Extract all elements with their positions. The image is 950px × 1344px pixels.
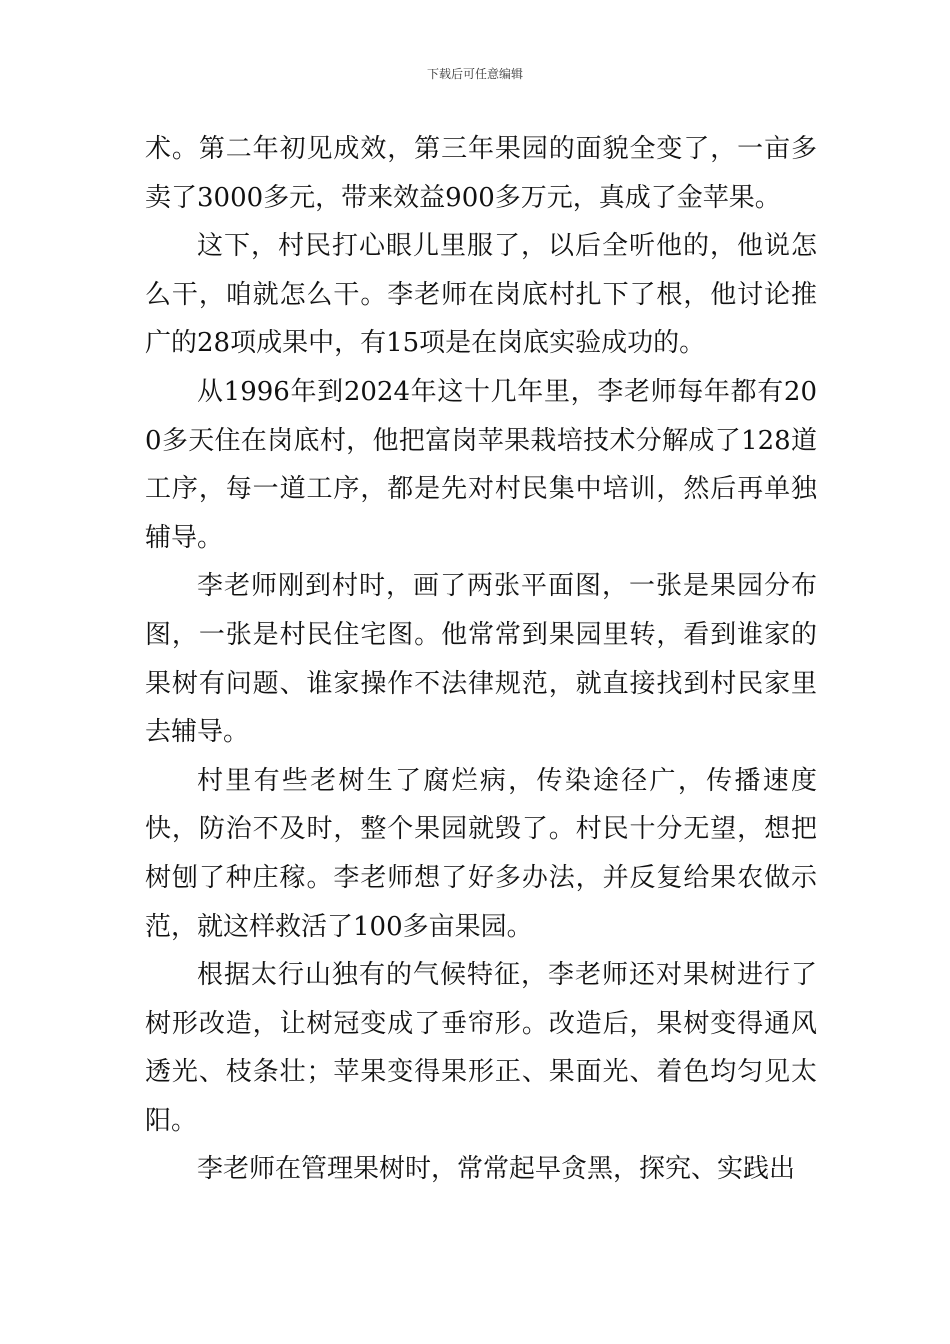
paragraph: 根据太行山独有的气候特征，李老师还对果树进行了树形改造，让树冠变成了垂帘形。改造后，果树变得通风透光、枝条壮；苹果变得果形正、果面光、着色均匀见太阳。 (145, 960, 817, 1136)
header-note: 下载后可任意编辑 (426, 67, 523, 81)
paragraph-continued: 术。第二年初见成效，第三年果园的面貌全变了，一亩多卖了3000多元，带来效益900多万元，真成了金苹果。 (145, 134, 817, 213)
paragraph: 李老师在管理果树时，常常起早贪黑，探究、实践出 (197, 1154, 796, 1185)
paragraph: 从1996年到2024年这十几年里，李老师每年都有200多天住在岗底村，他把富岗苹果栽培技术分解成了128道工序，每一道工序，都是先对村民集中培训，然后再单独辅导。 (145, 376, 817, 553)
article-body (145, 125, 817, 1194)
paragraph: 李老师刚到村时，画了两张平面图，一张是果园分布图，一张是村民住宅图。他常常到果园里转，看到谁家的果树有问题、谁家操作不法律规范，就直接找到村民家里去辅导。 (145, 571, 817, 748)
paragraph: 这下，村民打心眼儿里服了，以后全听他的，他说怎么干，咱就怎么干。李老师在岗底村扎下了根，他讨论推广的28项成果中，有15项是在岗底实验成功的。 (145, 231, 817, 359)
paragraph: 村里有些老树生了腐烂病，传染途径广，传播速度快，防治不及时，整个果园就毁了。村民十分无望，想把树刨了种庄稼。李老师想了好多办法，并反复给果农做示范，就这样救活了100多亩果园。 (145, 765, 817, 942)
